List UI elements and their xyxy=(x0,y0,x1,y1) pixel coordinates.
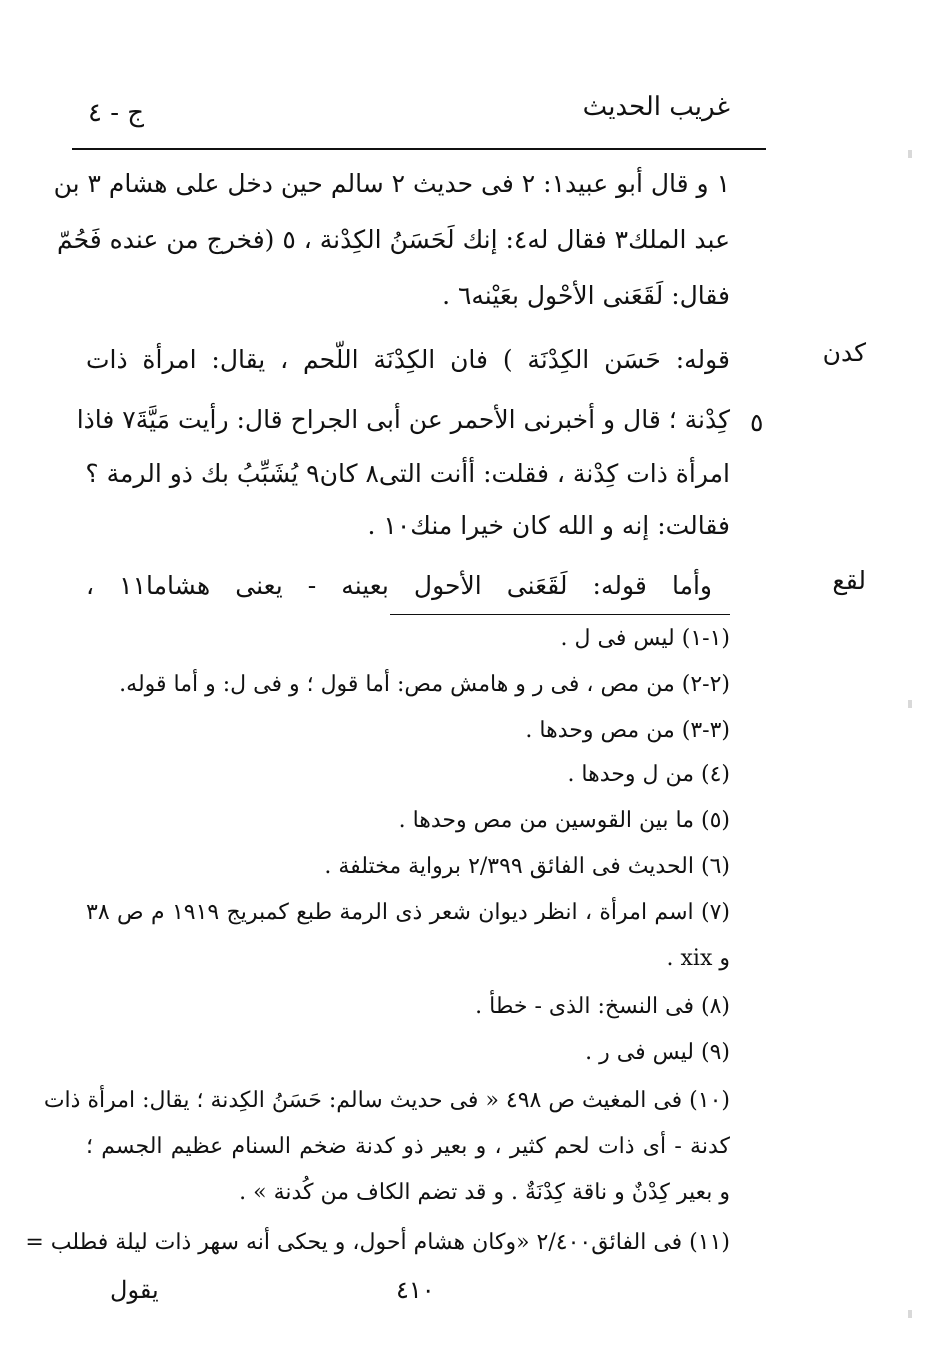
footnote-11: (١١) فى الفائق٢/٤٠٠ «وكان هشام أحول، و يحكى أنه سهر ذات ليلة فطلب = xyxy=(25,1230,730,1255)
volume-label: ج - ٤ xyxy=(88,98,145,128)
body-line-3: فقال: لَقَعَنى الأحْول بعَيْنه٦ . xyxy=(442,281,730,310)
footnote-7: (٧) اسم امرأة ، انظر ديوان شعر ذى الرمة طبع كمبريج ١٩١٩ م ص ٣٨ xyxy=(86,900,730,925)
footnote-8: (٨) فى النسخ: الذى - خطأ . xyxy=(475,994,730,1019)
catchword: يقول xyxy=(110,1276,159,1304)
page-number: ٤١٠ xyxy=(396,1276,435,1304)
running-title: غريب الحديث xyxy=(582,92,730,122)
scan-spine-mark xyxy=(908,1310,912,1318)
body-line-7: فقالت: إنه و الله كان خيرا منك١٠ . xyxy=(367,511,730,540)
footnote-3: (٣-٣) من مص وحدها . xyxy=(525,718,730,743)
header-rule xyxy=(72,148,766,150)
line-number: ٥ xyxy=(750,408,764,437)
scan-spine-mark xyxy=(908,150,912,158)
footnote-5: (٥) ما بين القوسين من مص وحدها . xyxy=(398,808,730,833)
body-line-4: قوله: حَسَن الكِدْنَة ) فان الكِدْنَة اللّحم ، يقال: امرأة ذات xyxy=(86,345,730,374)
body-line-8: وأما قوله: لَقَعَنى الأحول بعينه - يعنى هشاما١١ ، xyxy=(86,571,712,600)
footnote-rule xyxy=(390,614,730,615)
footnote-7-continued: و xix . xyxy=(666,946,730,971)
footnote-2: (٢-٢) من مص ، فى ر و هامش مص: أما قول ؛ و فى ل: و أما قوله. xyxy=(119,672,730,697)
scan-spine-mark xyxy=(908,700,912,708)
body-line-5: كِدْنة ؛ قال و أخبرنى الأحمر عن أبى الجراح قال: رأيت مَيَّةَ٧ فاذا xyxy=(76,405,730,434)
footnote-9: (٩) ليس فى ر . xyxy=(585,1040,730,1065)
body-line-1: ١ و قال أبو عبيد١: ٢ فى حديث ٢ سالم حين دخل على هشام ٣ بن xyxy=(53,169,730,198)
footnote-6: (٦) الحديث فى الفائق ٢/٣٩٩ برواية مختلفة . xyxy=(324,854,730,879)
footnote-4: (٤) من ل وحدها . xyxy=(567,762,730,787)
footnote-10: (١٠) فى المغيث ص ٤٩٨ « فى حديث سالم: حَسَنُ الكِدنة ؛ يقال: امرأة ذات xyxy=(43,1088,730,1113)
footnote-10-line-3: و بعير كِدْنٌ و ناقة كِدْنَةٌ . و قد تضم الكاف من كُدنة » . xyxy=(239,1180,730,1205)
footnote-10-line-2: كدنة - أى ذات لحم كثير ، و بعير ذو كدنة ضخم السنام عظيم الجسم ؛ xyxy=(86,1134,730,1159)
footnote-1: (١-١) ليس فى ل . xyxy=(560,626,730,651)
body-line-2: عبد الملك٣ فقال له٤: إنك لَحَسَنُ الكِدْنة ، ٥ (فخرج من عنده فَحُمّ xyxy=(56,225,730,254)
margin-headword-kidn: كدن xyxy=(822,338,866,367)
margin-headword-laqa: لقع xyxy=(832,566,866,595)
body-line-6: امرأة ذات كِدْنة ، فقلت: أأنت التى٨ كان٩ يُشَبِّبُ بك ذو الرمة ؟ xyxy=(85,459,730,488)
